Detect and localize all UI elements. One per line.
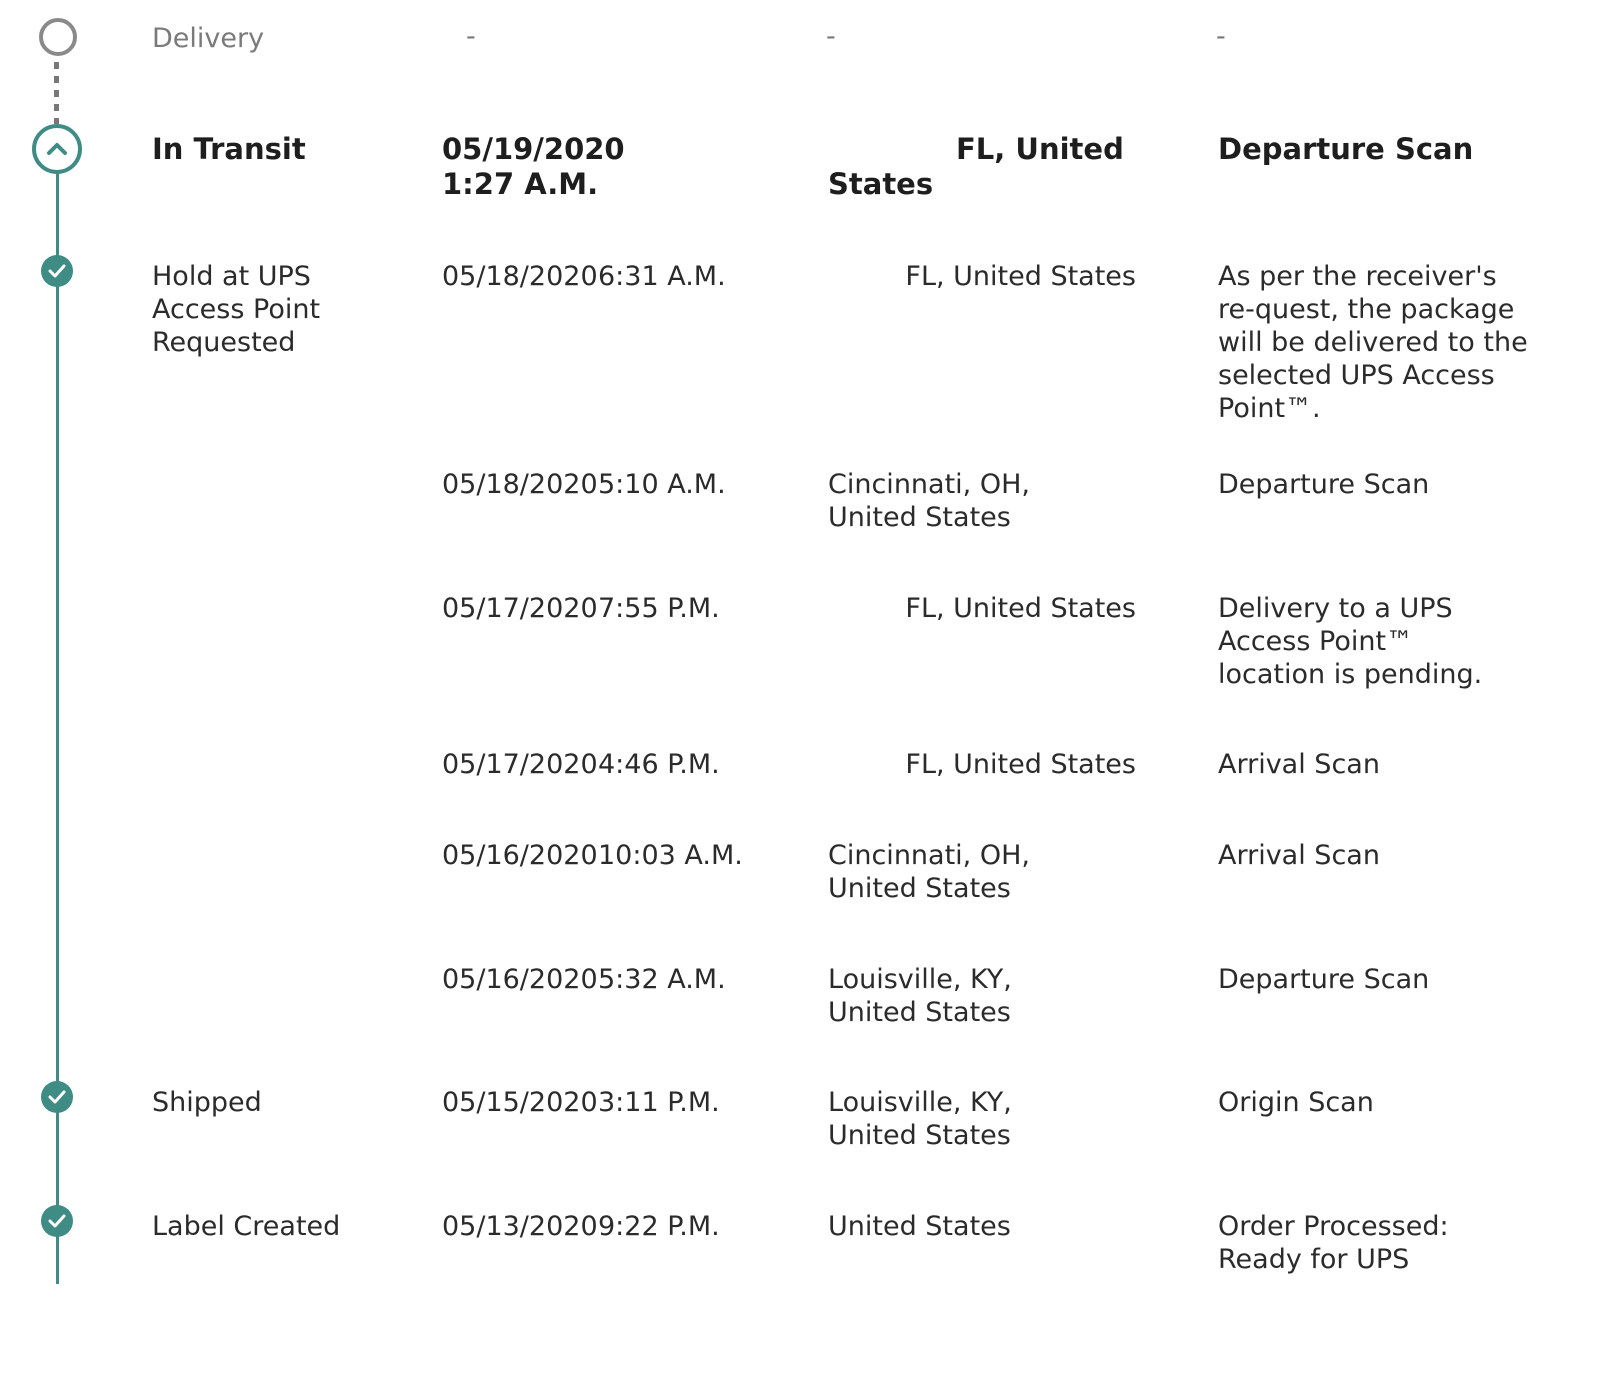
timeline-solid-connector (56, 172, 59, 1284)
event-time: 3:11 P.M. (598, 1087, 720, 1118)
event-location: FL, United States (905, 749, 1136, 780)
collapse-current-button[interactable] (32, 124, 82, 174)
checkmark-icon (41, 1205, 73, 1237)
event-activity: Departure Scan (1218, 964, 1430, 995)
current-location-line2: States (828, 167, 934, 201)
event-activity: As per the receiver's re-quest, the package will be delivered to the selected UPS Access Point™. (1218, 261, 1528, 424)
event-location: Cincinnati, OH, United States (828, 840, 1030, 904)
event-time: 9:22 P.M. (598, 1211, 720, 1242)
event-location: Louisville, KY, United States (828, 964, 1012, 1028)
event-time: 5:32 A.M. (598, 964, 726, 995)
event-location: FL, United States (905, 261, 1136, 292)
event-time: 6:31 A.M. (598, 261, 726, 292)
event-time: 5:10 A.M. (598, 469, 726, 500)
timeline-dotted-connector (54, 62, 59, 124)
event-activity: Arrival Scan (1218, 749, 1380, 780)
current-activity: Departure Scan (1218, 132, 1474, 166)
event-date: 05/16/2020 (442, 840, 598, 871)
delivery-date: - (466, 21, 476, 52)
event-date: 05/17/2020 (442, 593, 598, 624)
event-location: FL, United States (905, 593, 1136, 624)
event-time: 4:46 P.M. (598, 749, 720, 780)
delivery-status: Delivery (152, 23, 265, 54)
delivery-location: - (826, 21, 836, 52)
checkmark-icon (41, 1081, 73, 1113)
event-activity: Order Processed: Ready for UPS (1218, 1211, 1449, 1275)
event-activity: Arrival Scan (1218, 840, 1380, 871)
current-status: In Transit (152, 132, 306, 166)
event-time: 7:55 P.M. (598, 593, 720, 624)
event-status: Hold at UPS Access Point Requested (152, 261, 321, 358)
event-status: Label Created (152, 1211, 341, 1242)
checkmark-icon (41, 255, 73, 287)
event-location: Cincinnati, OH, United States (828, 469, 1030, 533)
event-activity: Origin Scan (1218, 1087, 1374, 1118)
event-date: 05/18/2020 (442, 469, 598, 500)
chevron-up-icon (45, 137, 69, 161)
event-date: 05/15/2020 (442, 1087, 598, 1118)
empty-circle-icon (39, 18, 77, 56)
current-date: 05/19/2020 (442, 132, 625, 166)
event-time: 10:03 A.M. (598, 840, 743, 871)
current-location: FL, United (956, 132, 1124, 166)
current-time: 1:27 A.M. (442, 167, 599, 201)
event-date: 05/18/2020 (442, 261, 598, 292)
delivery-activity: - (1216, 21, 1226, 52)
event-activity: Delivery to a UPS Access Point™ location is pending. (1218, 593, 1483, 690)
event-status: Shipped (152, 1087, 262, 1118)
event-location: United States (828, 1211, 1011, 1242)
event-location: Louisville, KY, United States (828, 1087, 1012, 1151)
event-date: 05/16/2020 (442, 964, 598, 995)
event-date: 05/17/2020 (442, 749, 598, 780)
event-date: 05/13/2020 (442, 1211, 598, 1242)
event-activity: Departure Scan (1218, 469, 1430, 500)
